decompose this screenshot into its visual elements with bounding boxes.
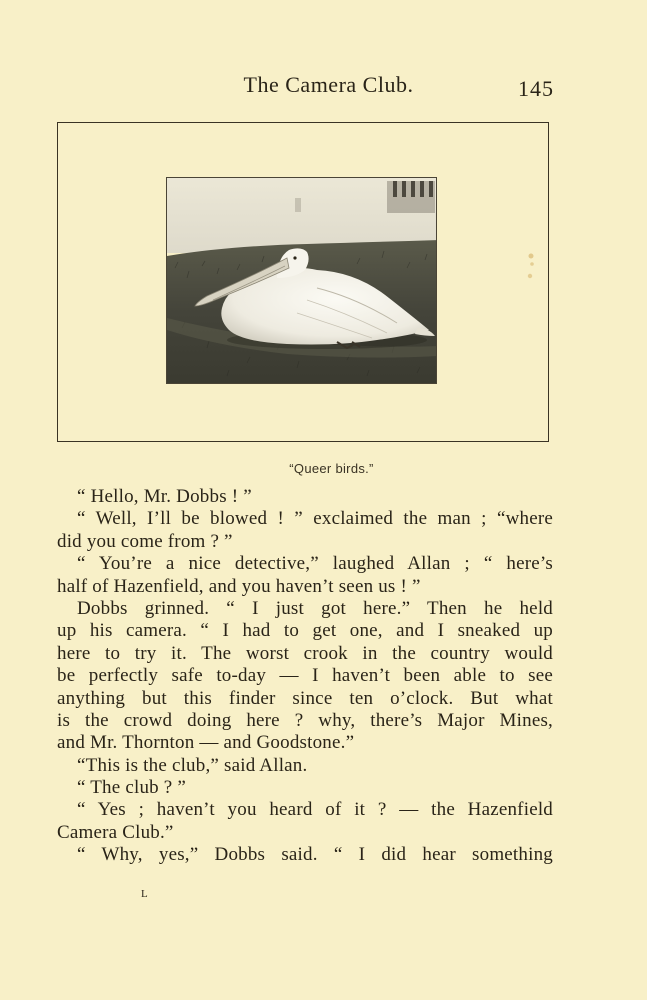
distant-figure [295,198,301,212]
pelican-illustration [167,178,437,384]
text-line: “This is the club,” said Allan. [77,754,308,776]
text-line: “ Hello, Mr. Dobbs ! ” [77,486,252,507]
text-line: “ The club ? ” [77,777,187,799]
distant-building [387,181,435,213]
text-line: anything but this finder since ten o’clock. But what [57,687,553,709]
figure-caption: “Queer birds.” [289,461,374,476]
running-head [0,72,647,102]
text-line: did you come from ? ” [57,530,233,552]
text-line: “ Well, I’ll be blowed ! ” exclaimed the man ; “where [77,508,553,530]
text-line: and Mr. Thornton — and Goodstone.” [57,732,355,754]
paper-foxing-mark [527,250,535,284]
text-line: is the crowd doing here ? why, there’s Major Mines, [57,709,553,731]
running-title: The Camera Club. [243,72,414,97]
text-line: “ Yes ; haven’t you heard of it ? — the Hazenfield [77,799,553,821]
text-line: be perfectly safe to-day — I haven’t been able to see [57,665,553,687]
signature-mark: L [141,888,149,900]
text-line: here to try it. The worst crook in the country would [57,642,553,664]
body-text [57,486,553,867]
text-line: Dobbs grinned. “ I just got here.” Then he held [77,597,553,619]
text-line: “ Why, yes,” Dobbs said. “ I did hear something [77,844,553,866]
pelican-photo [166,177,437,384]
text-line: half of Hazenfield, and you haven’t seen us ! ” [57,575,421,597]
text-line: “ You’re a nice detective,” laughed Allan ; “ here’s [77,553,553,575]
text-line: Camera Club.” [57,821,174,843]
page-number: 145 [518,76,554,101]
text-line: up his camera. “ I had to get one, and I sneaked up [57,620,553,642]
